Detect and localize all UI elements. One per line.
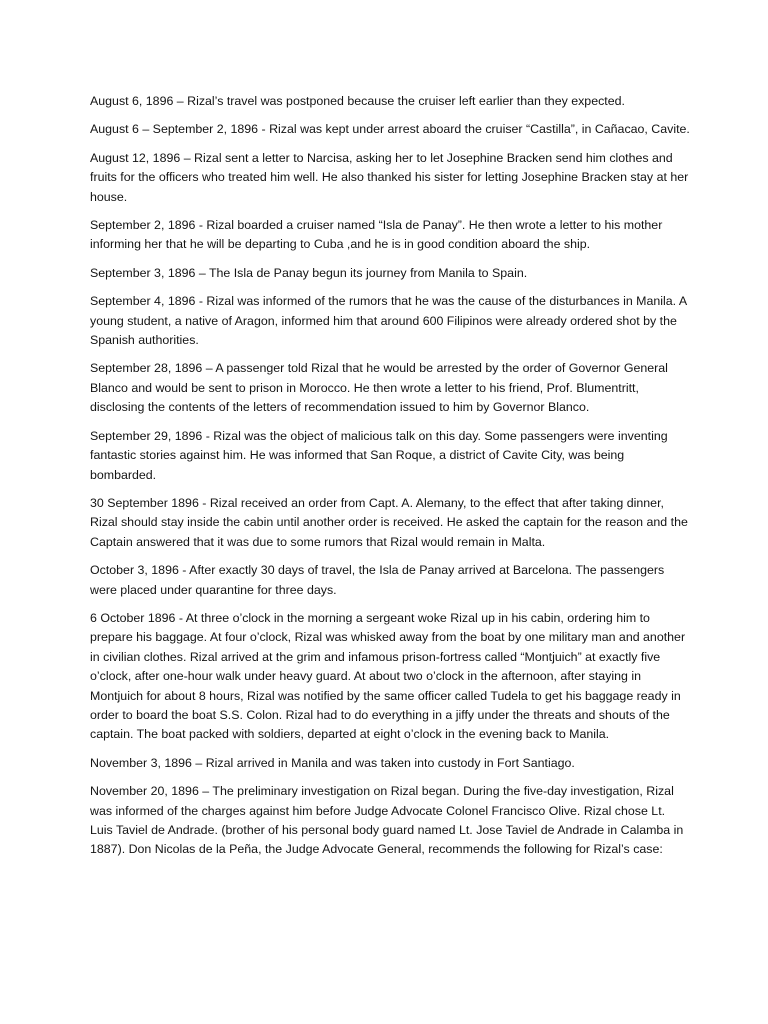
paragraph-aug-6-sep-2-1896: August 6 – September 2, 1896 - Rizal was kept under arrest aboard the cruiser “Castilla”, in Cañacao, Cavite. [90, 122, 690, 137]
paragraph-sep-28-1896: September 28, 1896 – A passenger told Rizal that he would be arrested by the order of Governor General Blanco and would be sent to prison in Morocco. He then wrote a letter to his friend, Prof. Blumentritt, disclosing the contents of the letters of recommendation issued to him by Governor Blanco. [90, 361, 668, 415]
paragraph-aug-12-1896: August 12, 1896 – Rizal sent a letter to Narcisa, asking her to let Josephine Bracken send him clothes and fruits for the officers who treated him well. He also thanked his sister for letting Josephine Bracken stay at her house. [90, 150, 689, 204]
document-page [90, 92, 690, 869]
paragraph-nov-3-1896: November 3, 1896 – Rizal arrived in Manila and was taken into custody in Fort Santiago. [90, 755, 575, 770]
paragraph-nov-20-1896: November 20, 1896 – The preliminary investigation on Rizal began. During the five-day investigation, Rizal was informed of the charges against him before Judge Advocate Colonel Francisco Olive. Rizal chose Lt. Luis Taviel de Andrade. (brother of his personal body guard named Lt. Jose Taviel de Andrade in Calamba in 1887). Don Nicolas de la Peña, the Judge Advocate General, recommends the following for Rizal’s case: [90, 784, 684, 857]
paragraph-sep-29-1896: September 29, 1896 - Rizal was the object of malicious talk on this day. Some passengers were inventing fantastic stories against him. He was informed that San Roque, a district of Cavite City, was being bombarded. [90, 428, 668, 482]
paragraph-sep-3-1896: September 3, 1896 – The Isla de Panay begun its journey from Manila to Spain. [90, 265, 528, 280]
paragraph-aug-6-1896: August 6, 1896 – Rizal’s travel was postponed because the cruiser left earlier than they expected. [90, 94, 625, 108]
paragraph-oct-3-1896: October 3, 1896 - After exactly 30 days of travel, the Isla de Panay arrived at Barcelona. The passengers were placed under quarantine for three days. [90, 563, 665, 597]
paragraph-sep-2-1896: September 2, 1896 - Rizal boarded a cruiser named “Isla de Panay”. He then wrote a letter to his mother informing her that he will be departing to Cuba ,and he is in good condition aboard the ship. [90, 218, 663, 252]
paragraph-oct-6-1896: 6 October 1896 - At three o’clock in the morning a sergeant woke Rizal up in his cabin, ordering him to prepare his baggage. At four o’clock, Rizal was whisked away from the boat by one military man and another in civilian clothes. Rizal arrived at the grim and infamous prison-fortress called “Montjuich” at exactly five o’clock, after one-hour walk under heavy guard. At about two o’clock in the afternoon, after staying in Montjuich for about 8 hours, Rizal was notified by the same officer called Tudela to get his baggage ready in order to board the boat S.S. Colon. Rizal had to do everything in a jiffy under the threats and shouts of the captain. The boat packed with soldiers, departed at eight o’clock in the evening back to Manila. [90, 610, 686, 742]
paragraph-sep-4-1896: September 4, 1896 - Rizal was informed of the rumors that he was the cause of the disturbances in Manila. A young student, a native of Aragon, informed him that around 600 Filipinos were already ordered shot by the Spanish authorities. [90, 294, 687, 348]
paragraph-sep-30-1896: 30 September 1896 - Rizal received an order from Capt. A. Alemany, to the effect that after taking dinner, Rizal should stay inside the cabin until another order is received. He asked the captain for the reason and the Captain answered that it was due to some rumors that Rizal would remain in Malta. [90, 495, 688, 549]
